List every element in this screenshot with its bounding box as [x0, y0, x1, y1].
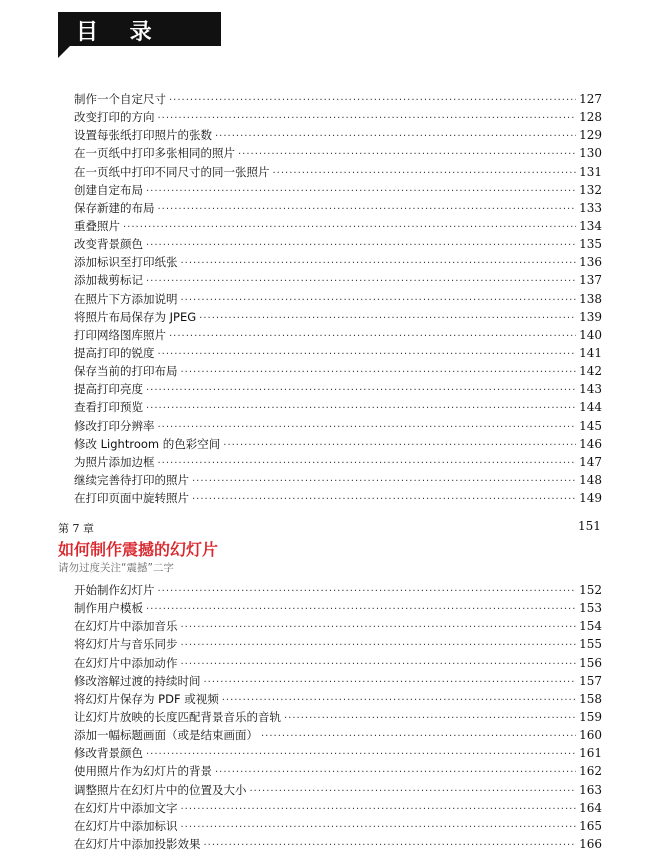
- toc-entry-title: 制作用户模板: [74, 601, 143, 616]
- dot-leader: [146, 273, 576, 291]
- toc-entry: [74, 380, 602, 398]
- dot-leader: [215, 128, 576, 146]
- dot-leader: [158, 455, 577, 473]
- dot-leader: [158, 419, 577, 437]
- toc-entry: [74, 271, 602, 289]
- toc-entry-page: 142: [579, 364, 602, 379]
- toc-entry: [74, 235, 602, 253]
- toc-entry-title: 创建自定布局: [74, 182, 143, 197]
- toc-entry-page: 141: [579, 345, 602, 360]
- dot-leader: [181, 801, 577, 819]
- toc-entry: [74, 90, 602, 108]
- toc-entry-page: 147: [579, 454, 602, 469]
- toc-entry-title: 修改背景颜色: [74, 746, 143, 761]
- toc-entry: [74, 799, 602, 817]
- toc-entry: [74, 726, 602, 744]
- banner-tail: [58, 46, 70, 58]
- dot-leader: [204, 837, 577, 855]
- dot-leader: [181, 364, 577, 382]
- dot-leader: [223, 437, 576, 455]
- toc-entry-title: 重叠照片: [74, 218, 120, 233]
- toc-entry: [74, 471, 602, 489]
- toc-entry-title: 添加裁剪标记: [74, 273, 143, 288]
- toc-entry-title: 在幻灯片中添加音乐: [74, 619, 178, 634]
- toc-entry-title: 制作一个自定尺寸: [74, 92, 166, 106]
- toc-entry-title: 在幻灯片中添加标识: [74, 818, 178, 833]
- toc-entry-page: 152: [579, 583, 602, 597]
- toc-title-banner: [58, 12, 221, 46]
- toc-entry-title: 改变打印的方向: [74, 110, 155, 125]
- dot-leader: [284, 710, 576, 728]
- toc-entry: [74, 781, 602, 799]
- toc-entry: [74, 253, 602, 271]
- toc-entry-title: 在打印页面中旋转照片: [74, 491, 189, 506]
- dot-leader: [273, 165, 577, 183]
- toc-entry-page: 162: [579, 764, 602, 779]
- dot-leader: [146, 382, 576, 400]
- dot-leader: [181, 819, 577, 837]
- toc-entry-title: 修改溶解过渡的持续时间: [74, 673, 201, 688]
- toc-entry: [74, 362, 602, 380]
- dot-leader: [261, 728, 576, 746]
- dot-leader: [181, 619, 577, 637]
- chapter-title: 如何制作震撼的幻灯片: [58, 540, 219, 559]
- toc-entry-page: 153: [579, 601, 602, 616]
- toc-entry-page: 144: [579, 400, 602, 415]
- toc-entry: [74, 744, 602, 762]
- dot-leader: [181, 656, 577, 674]
- toc-entry: [74, 762, 602, 780]
- toc-entry-page: 136: [579, 255, 602, 270]
- toc-entry-title: 在一页纸中打印多张相同的照片: [74, 146, 235, 161]
- dot-leader: [146, 183, 576, 201]
- dot-leader: [238, 146, 576, 164]
- toc-entry-page: 128: [579, 110, 602, 125]
- toc-entry-page: 139: [579, 309, 602, 324]
- toc-entry: [74, 417, 602, 435]
- dot-leader: [146, 601, 576, 619]
- toc-entry-page: 159: [579, 709, 602, 724]
- toc-entry: [74, 599, 602, 617]
- toc-entry: [74, 308, 602, 326]
- dot-leader: [169, 92, 576, 110]
- toc-entry: [74, 108, 602, 126]
- toc-entry-title: 在幻灯片中添加文字: [74, 800, 178, 815]
- toc-entry-page: 132: [579, 182, 602, 197]
- toc-entry: [74, 290, 602, 308]
- toc-entry: [74, 635, 602, 653]
- toc-entry-title: 添加标识至打印纸张: [74, 255, 178, 270]
- chapter-page-number: 151: [578, 519, 601, 533]
- toc-entry-title: 提高打印的锐度: [74, 345, 155, 360]
- toc-entry: [74, 144, 602, 162]
- dot-leader: [158, 201, 577, 219]
- toc-entry-title: 提高打印亮度: [74, 382, 143, 397]
- toc-entry: [74, 817, 602, 835]
- dot-leader: [192, 473, 576, 491]
- chapter-subtitle: 请勿过度关注“震撼”二字: [58, 562, 174, 574]
- toc-entry-page: 156: [579, 655, 602, 670]
- toc-entry-page: 158: [579, 691, 602, 706]
- toc-entry: [74, 489, 602, 507]
- toc-entry-title: 在一页纸中打印不同尺寸的同一张照片: [74, 164, 270, 179]
- toc-entry-title: 设置每张纸打印照片的张数: [74, 128, 212, 143]
- toc-entry-title: 修改 Lightroom 的色彩空间: [74, 436, 221, 451]
- toc-entry: [74, 181, 602, 199]
- toc-entry-title: 改变背景颜色: [74, 237, 143, 252]
- toc-entry: [74, 398, 602, 416]
- dot-leader: [146, 237, 576, 255]
- toc-entry: [74, 199, 602, 217]
- toc-entry-page: 137: [579, 273, 602, 288]
- toc-entry-title: 调整照片在幻灯片中的位置及大小: [74, 782, 247, 797]
- toc-entry-page: 146: [579, 436, 602, 451]
- toc-entry-page: 140: [579, 327, 602, 342]
- toc-entry-page: 148: [579, 472, 602, 487]
- toc-entry-title: 继续完善待打印的照片: [74, 472, 189, 487]
- toc-entry-title: 将照片布局保存为 JPEG: [74, 309, 197, 324]
- toc-entry-page: 127: [579, 92, 602, 106]
- dot-leader: [158, 583, 577, 601]
- toc-entry-page: 155: [579, 637, 602, 652]
- dot-leader: [215, 764, 576, 782]
- dot-leader: [146, 400, 576, 418]
- toc-entry: [74, 617, 602, 635]
- toc-entry-title: 打印网络图库照片: [74, 327, 166, 342]
- toc-entry-page: 129: [579, 128, 602, 143]
- toc-entry-page: 130: [579, 146, 602, 161]
- dot-leader: [158, 346, 577, 364]
- toc-entry-title: 修改打印分辨率: [74, 418, 155, 433]
- toc-entry: [74, 708, 602, 726]
- toc-entry-title: 使用照片作为幻灯片的背景: [74, 764, 212, 779]
- toc-entry-page: 165: [579, 818, 602, 833]
- toc-entry-page: 161: [579, 746, 602, 761]
- toc-entry-page: 133: [579, 200, 602, 215]
- toc-entry-title: 让幻灯片放映的长度匹配背景音乐的音轨: [74, 709, 281, 724]
- toc-entry-page: 134: [579, 218, 602, 233]
- toc-entry-page: 166: [579, 836, 602, 851]
- toc-entry-page: 164: [579, 800, 602, 815]
- toc-entry: [74, 435, 602, 453]
- dot-leader: [169, 328, 576, 346]
- toc-list-section-1: [74, 90, 602, 507]
- toc-entry: [74, 344, 602, 362]
- toc-entry: [74, 835, 602, 853]
- dot-leader: [204, 674, 577, 692]
- toc-entry-title: 为照片添加边框: [74, 454, 155, 469]
- toc-entry-title: 开始制作幻灯片: [74, 583, 155, 597]
- toc-entry: [74, 654, 602, 672]
- dot-leader: [181, 292, 577, 310]
- dot-leader: [199, 310, 576, 328]
- toc-entry-title: 将幻灯片保存为 PDF 或视频: [74, 691, 219, 706]
- toc-entry-page: 154: [579, 619, 602, 634]
- toc-entry-page: 160: [579, 728, 602, 743]
- toc-entry-page: 149: [579, 491, 602, 506]
- toc-list-section-2: [74, 581, 602, 853]
- dot-leader: [181, 637, 577, 655]
- chapter-number: 第 7 章: [58, 522, 94, 535]
- toc-entry: [74, 453, 602, 471]
- toc-entry-title: 添加一幅标题画面（或是结束画面）: [74, 728, 258, 743]
- page-title: 目 录: [76, 19, 164, 45]
- toc-entry-page: 138: [579, 291, 602, 306]
- toc-entry: [74, 672, 602, 690]
- toc-entry-page: 163: [579, 782, 602, 797]
- dot-leader: [158, 110, 577, 128]
- dot-leader: [181, 255, 577, 273]
- toc-entry-title: 在照片下方添加说明: [74, 291, 178, 306]
- toc-entry: [74, 326, 602, 344]
- dot-leader: [123, 219, 576, 237]
- toc-entry-title: 保存新建的布局: [74, 200, 155, 215]
- toc-entry-title: 将幻灯片与音乐同步: [74, 637, 178, 652]
- toc-entry: [74, 126, 602, 144]
- toc-entry-page: 143: [579, 382, 602, 397]
- toc-entry-title: 保存当前的打印布局: [74, 364, 178, 379]
- toc-entry-title: 查看打印预览: [74, 400, 143, 415]
- toc-entry: [74, 581, 602, 599]
- toc-entry: [74, 217, 602, 235]
- toc-entry-title: 在幻灯片中添加投影效果: [74, 836, 201, 851]
- toc-entry-page: 135: [579, 237, 602, 252]
- toc-entry-page: 131: [579, 164, 602, 179]
- toc-entry: [74, 690, 602, 708]
- toc-entry: [74, 163, 602, 181]
- toc-entry-page: 145: [579, 418, 602, 433]
- toc-entry-title: 在幻灯片中添加动作: [74, 655, 178, 670]
- toc-entry-page: 157: [579, 673, 602, 688]
- dot-leader: [250, 783, 577, 801]
- dot-leader: [192, 491, 576, 509]
